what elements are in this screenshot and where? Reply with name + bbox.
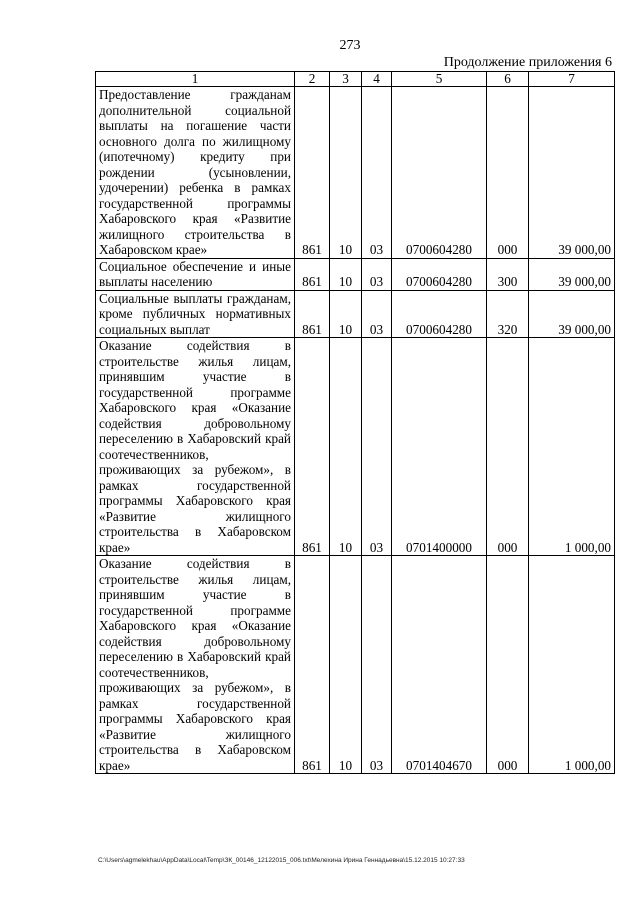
row-name: Оказание содействия в строительстве жилья лицам, принявшим участие в государственной программе Хабаровского края «Оказание содействия добровольному переселению в Хабаровский край соотечественников, проживающих за рубежом», в рамках государственной программы Хабаровского края «Развитие жилищного строительства в Хабаровском крае» [96,556,295,774]
row-pr: 03 [362,290,392,338]
file-path-footer: C:\Users\agmelekhau\AppData\Local\Temp\ЗК_00146_12122015_006.txt\Мелехина Ирина Геннадьевна\15.12.2015 10:27:33 [98,857,465,864]
row-rz: 10 [330,338,362,556]
row-amount: 39 000,00 [529,258,615,290]
row-grbs: 861 [295,258,330,290]
row-csr: 0701404670 [392,556,487,774]
row-csr: 0700604280 [392,258,487,290]
row-vr: 320 [487,290,529,338]
row-name: Социальные выплаты гражданам, кроме публичных нормативных социальных выплат [96,290,295,338]
appendix-continuation-label: Продолжение приложения 6 [443,55,612,70]
row-rz: 10 [330,290,362,338]
table-row [96,258,615,290]
row-name: Социальное обеспечение и иные выплаты населению [96,258,295,290]
row-rz: 10 [330,87,362,259]
table-header-row [96,72,615,87]
page-number: 273 [339,38,361,53]
row-rz: 10 [330,556,362,774]
table-row [96,290,615,338]
row-csr: 0701400000 [392,338,487,556]
row-name: Оказание содействия в строительстве жилья лицам, принявшим участие в государственной программе Хабаровского края «Оказание содействия добровольному переселению в Хабаровский край соотечественников, проживающих за рубежом», в рамках государственной программы Хабаровского края «Развитие жилищного строительства в Хабаровском крае» [96,338,295,556]
row-grbs: 861 [295,290,330,338]
row-grbs: 861 [295,556,330,774]
row-name: Предоставление гражданам дополнительной социальной выплаты на погашение части основного долга по жилищному (ипотечному) кредиту при рождении (усыновлении, удочерении) ребенка в рамках государственной программы Хабаровского края «Развитие жилищного строительства в Хабаровском крае» [96,87,295,259]
budget-table [95,71,615,774]
header-cell-3: 3 [330,72,362,87]
row-pr: 03 [362,556,392,774]
row-amount: 39 000,00 [529,290,615,338]
row-vr: 300 [487,258,529,290]
row-pr: 03 [362,87,392,259]
table-row [96,87,615,259]
header-cell-4: 4 [362,72,392,87]
row-vr: 000 [487,87,529,259]
row-pr: 03 [362,338,392,556]
table-row [96,338,615,556]
row-grbs: 861 [295,87,330,259]
row-amount: 39 000,00 [529,87,615,259]
row-csr: 0700604280 [392,290,487,338]
row-grbs: 861 [295,338,330,556]
table-row [96,556,615,774]
header-cell-5: 5 [392,72,487,87]
header-cell-6: 6 [487,72,529,87]
row-csr: 0700604280 [392,87,487,259]
row-amount: 1 000,00 [529,338,615,556]
header-cell-7: 7 [529,72,615,87]
row-vr: 000 [487,338,529,556]
header-cell-1: 1 [96,72,295,87]
header-cell-2: 2 [295,72,330,87]
row-vr: 000 [487,556,529,774]
row-amount: 1 000,00 [529,556,615,774]
row-rz: 10 [330,258,362,290]
row-pr: 03 [362,258,392,290]
